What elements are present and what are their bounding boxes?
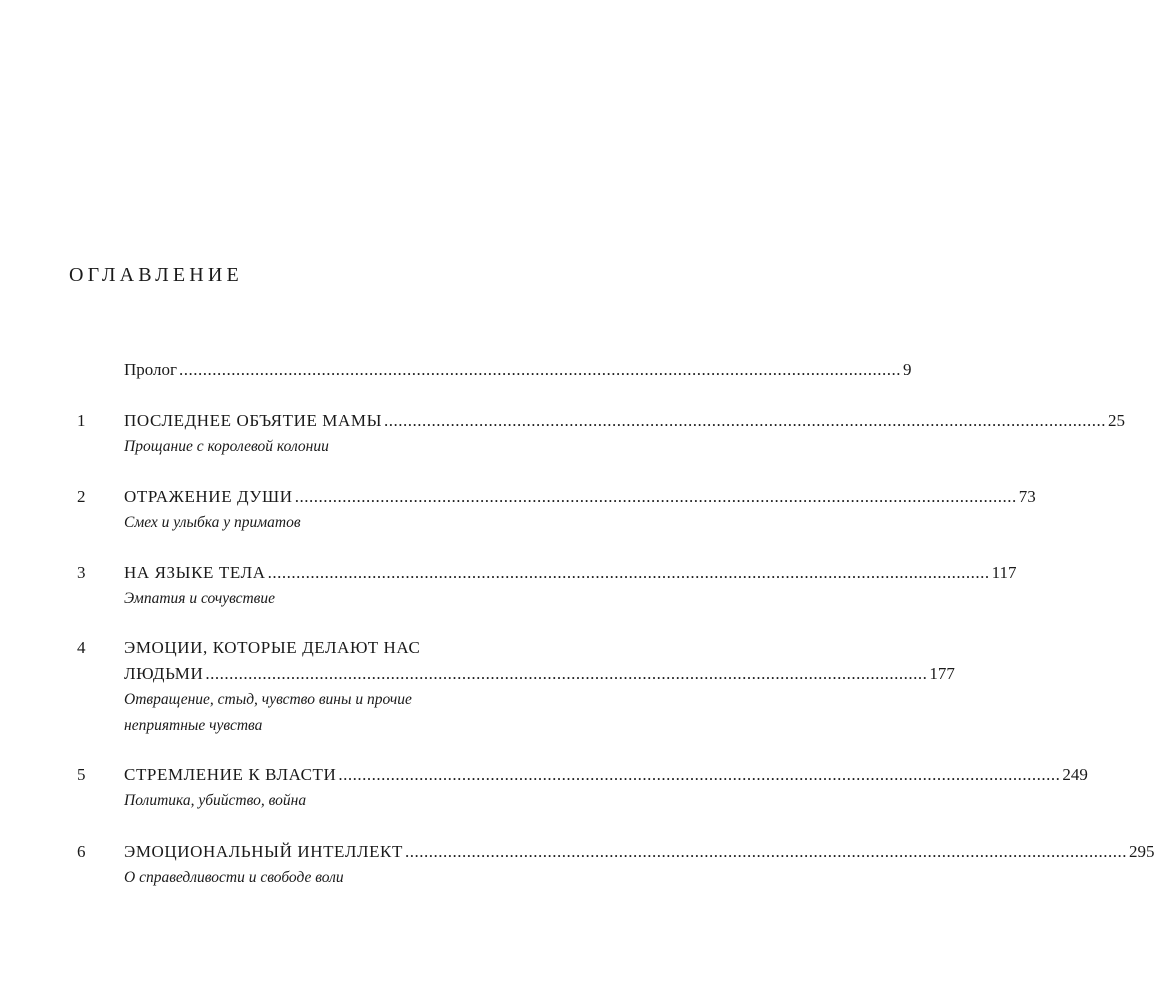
chapter-title: НА ЯЗЫКЕ ТЕЛА (124, 563, 266, 582)
page-number: 9 (903, 360, 912, 379)
toc-line (124, 484, 1036, 510)
chapter-number: 6 (77, 842, 86, 861)
chapter-subtitle: Прощание с королевой колонии (124, 438, 329, 455)
dot-leader: ........................................................................................................................................................ (205, 664, 928, 683)
page-number: 295 (1129, 842, 1155, 861)
chapter-title: ЭМОЦИОНАЛЬНЫЙ ИНТЕЛЛЕКТ (124, 842, 403, 861)
dot-leader: ........................................................................................................................................................ (179, 360, 902, 379)
heading: ОГЛАВЛЕНИЕ (69, 264, 243, 286)
chapter-title-line-2: ЛЮДЬМИ (124, 664, 204, 683)
dot-leader: ........................................................................................................................................................ (384, 411, 1107, 430)
toc-line (124, 357, 912, 383)
toc-line (124, 661, 955, 687)
chapter-subtitle: Эмпатия и сочувствие (124, 590, 276, 607)
toc-line (124, 635, 534, 661)
entry-title: Пролог (124, 360, 178, 379)
chapter-number: 5 (77, 765, 86, 784)
page-number: 249 (1062, 765, 1088, 784)
dot-leader: ........................................................................................................................................................ (338, 765, 1061, 784)
dot-leader: ........................................................................................................................................................ (405, 842, 1127, 861)
toc-line (124, 839, 1155, 865)
chapter-title: ПОСЛЕДНЕЕ ОБЪЯТИЕ МАМЫ (124, 411, 383, 430)
chapter-subtitle: Политика, убийство, война (124, 792, 307, 809)
page-number: 73 (1018, 487, 1036, 506)
dot-leader: ........................................................................................................................................................ (294, 487, 1017, 506)
chapter-title-line-1: ЭМОЦИИ, КОТОРЫЕ ДЕЛАЮТ НАС (124, 638, 421, 657)
page-number: 177 (929, 664, 955, 683)
page-number: 25 (1108, 411, 1126, 430)
chapter-subtitle: О справедливости и свободе воли (124, 869, 344, 886)
toc-line (124, 560, 1017, 586)
chapter-title: СТРЕМЛЕНИЕ К ВЛАСТИ (124, 765, 337, 784)
chapter-subtitle: Смех и улыбка у приматов (124, 514, 301, 531)
chapter-number: 4 (77, 638, 86, 657)
chapter-subtitle-line-2: неприятные чувства (124, 717, 263, 734)
chapter-number: 3 (77, 563, 86, 582)
toc-line (124, 408, 1126, 434)
chapter-subtitle-line-1: Отвращение, стыд, чувство вины и прочие (124, 691, 412, 708)
chapter-number: 1 (77, 411, 86, 430)
chapter-title: ОТРАЖЕНИЕ ДУШИ (124, 487, 293, 506)
toc-line (124, 762, 1088, 788)
page-number: 117 (991, 563, 1017, 582)
dot-leader: ........................................................................................................................................................ (267, 563, 990, 582)
chapter-number: 2 (77, 487, 86, 506)
